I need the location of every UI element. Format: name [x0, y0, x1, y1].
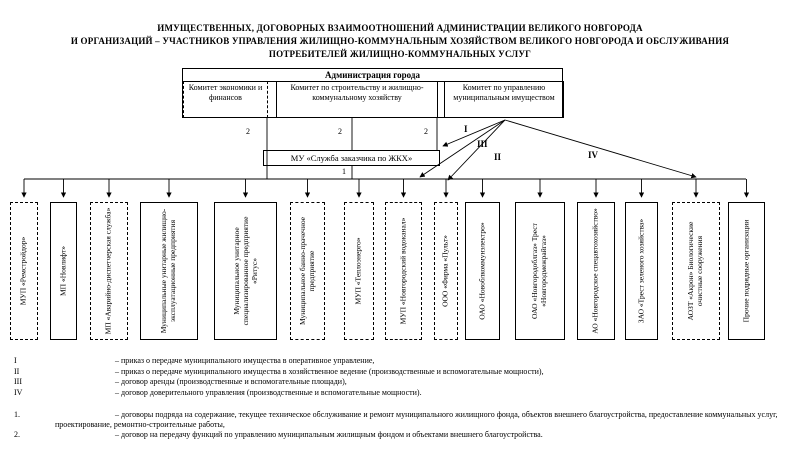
legend-row — [0, 410, 800, 429]
legend-text: – договор на передачу функций по управлению муниципальным жилищным фондом и объектами внешнего благоустройства. — [115, 430, 543, 440]
org-label: Муниципальные унитарные жилищно-эксплуатационные предприятия — [159, 208, 177, 334]
service-customer-box: МУ «Служба заказчика по ЖКХ» — [263, 150, 440, 166]
org-box-13 — [625, 202, 658, 340]
legend-row — [0, 377, 800, 387]
org-box-2 — [50, 202, 77, 340]
org-label: Муниципальное унитарное специализированное предприятие «Ритус» — [231, 216, 258, 326]
legend-num: 1. — [14, 410, 20, 419]
org-box-1 — [10, 202, 38, 340]
org-box-5 — [214, 202, 277, 340]
legend-text: – приказ о передаче муниципального имущества в хозяйственное ведение (производственные и вспомогательные мощности), — [115, 366, 544, 376]
committee-box-1: Комитет экономики и финансов — [183, 81, 268, 118]
org-box-4 — [140, 202, 198, 340]
arrow-roman-iii — [420, 120, 505, 177]
title-line-1: ИМУЩЕСТВЕННЫХ, ДОГОВОРНЫХ ВЗАИМООТНОШЕНИЙ АДМИНИСТРАЦИИ ВЕЛИКОГО НОВГОРОДА — [157, 23, 643, 33]
contract-2-label-center: 2 — [338, 127, 342, 136]
org-label: ОАО «Новоблкоммунэлектро» — [477, 222, 487, 320]
org-label: ОАО «Новгородоблгаз» Трест «Новгородмежрайгаз» — [530, 223, 548, 319]
legend-row — [0, 367, 800, 377]
org-box-14 — [672, 202, 720, 340]
legend-num: III — [14, 377, 22, 387]
committee-box-2: Комитет по строительству и жилищно-коммунальному хозяйству — [276, 81, 438, 118]
legend-num: 2. — [14, 430, 20, 440]
org-label: МУП «Ремстройдор» — [18, 236, 28, 306]
org-label: Муниципальное банно-прачечное предприятие — [297, 217, 316, 325]
legend-text: – договор аренды (производственные и вспомогательные площади), — [115, 377, 347, 387]
contract-2-label-right: 2 — [424, 127, 428, 136]
legend-row — [0, 388, 800, 398]
title-line-2: И ОРГАНИЗАЦИЙ – УЧАСТНИКОВ УПРАВЛЕНИЯ ЖИЛИЩНО-КОММУНАЛЬНЫМ ХОЗЯЙСТВОМ ВЕЛИКОГО НОВГОРОДА И ОБСЛУЖИВАНИЯ — [70, 36, 730, 46]
legend-text: – договор доверительного управления (производственные и вспомогательные мощности). — [115, 387, 422, 397]
legend-text: – договоры подряда на содержание, текущее техническое обслуживание и ремонт муниципального жилищного фонда, объектов внешнего благоустройства, предоставление коммунальных услуг, проектирование, ремонтно-строительные работы, — [55, 410, 778, 429]
org-box-8 — [385, 202, 422, 340]
org-box-9 — [434, 202, 458, 340]
title-line-3: ПОТРЕБИТЕЛЕЙ ЖИЛИЩНО-КОММУНАЛЬНЫХ УСЛУГ — [268, 49, 532, 59]
org-label: МУП «Теплоэнерго» — [353, 237, 363, 305]
administration-title: Администрация города — [183, 69, 562, 82]
org-box-15 — [728, 202, 765, 340]
org-label: МП «Новлифт» — [58, 246, 68, 296]
org-label: МП «Аварийно-диспетчерская служба» — [103, 207, 113, 335]
org-label: МУП «Новгородский водоканал» — [398, 217, 408, 325]
org-label: АО «Новгородское спецавтохозяйство» — [590, 208, 600, 334]
org-label: ООО «Фирма «Пульт» — [440, 235, 450, 307]
legend-row — [0, 430, 800, 440]
org-box-12 — [577, 202, 615, 340]
org-box-6 — [290, 202, 325, 340]
roman-label-iii: III — [477, 139, 488, 149]
roman-label-ii: II — [494, 152, 502, 162]
committee-box-3: Комитет по управлению муниципальным имуществом — [444, 81, 564, 118]
contract-2-label-left: 2 — [246, 127, 250, 136]
administration-box — [182, 68, 563, 118]
legend-roman — [0, 356, 800, 398]
contract-1-label: 1 — [342, 167, 346, 176]
legend-text: – приказ о передаче муниципального имущества в оперативное управление, — [115, 356, 375, 365]
org-label: АОЗТ «Акрон» Биологические очистные сооружения — [686, 221, 704, 321]
legend-row — [0, 356, 800, 366]
legend-numbered — [0, 410, 800, 441]
arrow-roman-i — [443, 120, 505, 146]
org-label: ЗАО «Трест зеленого хозяйства» — [636, 218, 646, 324]
arrow-roman-iv — [505, 120, 696, 177]
roman-label-i: I — [464, 124, 468, 134]
org-box-3 — [90, 202, 128, 340]
org-box-10 — [465, 202, 500, 340]
roman-label-iv: IV — [588, 150, 599, 160]
legend-num: II — [14, 366, 20, 376]
legend-num: I — [14, 356, 17, 365]
legend-num: IV — [14, 387, 23, 397]
arrow-roman-ii — [448, 120, 505, 180]
org-box-7 — [344, 202, 374, 340]
org-box-11 — [515, 202, 565, 340]
org-label: Прочие подрядные организации — [741, 219, 751, 323]
